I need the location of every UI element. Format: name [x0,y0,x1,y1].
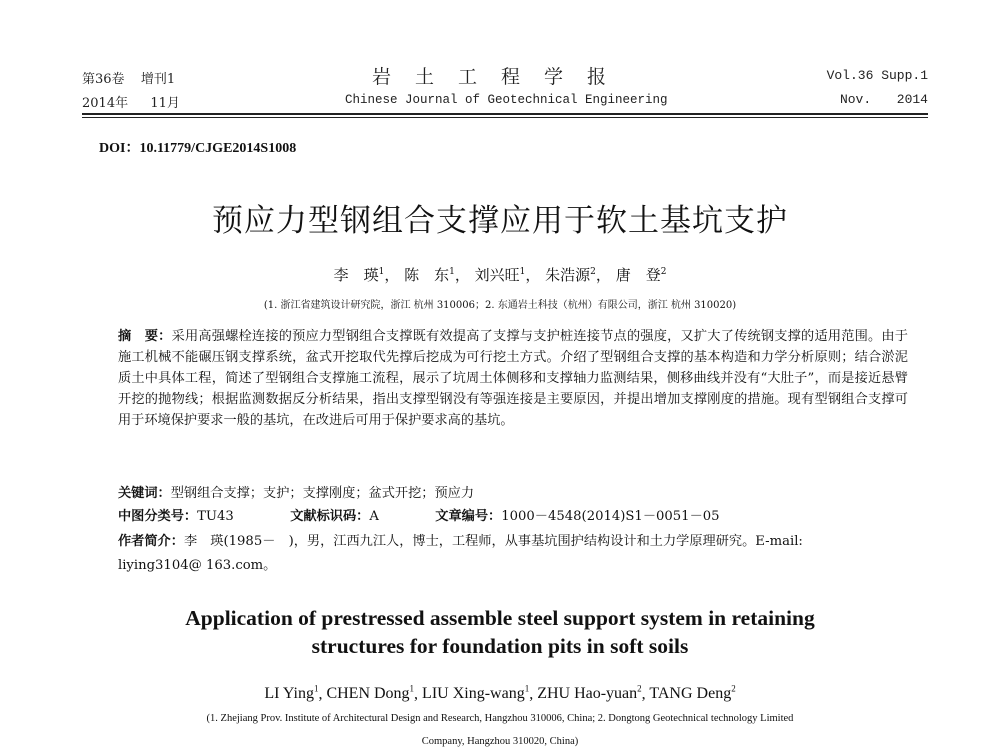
journal-title-cn: 岩土工程学报 [372,66,631,88]
volume: 第36卷 [82,72,125,87]
vol: Vol.36 [826,68,874,83]
abstract-text: 采用高强螺栓连接的预应力型钢组合支撑既有效提高了支撑与支护桩连接节点的强度，又扩大了传统钢支撑的适用范围。由于施工机械不能碾压钢支撑系统，盆式开挖取代先撑后挖成为可行挖土方式。介绍了型钢组合支撑的基本构造和力学分析原则；结合淤泥质土中具体工程，简述了型钢组合支撑施工流程，展示了坑周土体侧移和支撑轴力监测结果，侧移曲线并没有“大肚子”，而是接近悬臂开挖的抛物线；根据监测数据反分析结果，指出支撑型钢没有等强连接是主要原因，并提出增加支撑刚度的措施。现有型钢组合支撑可用于环境保护要求一般的基坑，在改进后可用于保护要求高的基坑。 [118,329,908,428]
author-en: CHEN Dong$^1$ [326,684,415,703]
keywords-label: 关键词： [118,486,171,501]
paper-title-en-line2: structures for foundation pits in soft soils [311,634,689,658]
author-en: LIU Xing-wang$^1$ [422,684,530,703]
clc-value: TU43 [197,509,234,524]
clc-label: 中图分类号： [118,509,198,524]
author-en: TANG Deng$^2$ [649,684,736,703]
author-cn: 陈 东$^1$ [404,266,455,284]
header-rule-top [82,113,928,115]
issue: 增刊1 [140,72,176,87]
supp: Supp.1 [881,68,928,83]
author-cn: 朱浩源$^2$ [545,266,596,284]
doi [99,137,296,157]
affiliation-cn: (1. 浙江省建筑设计研究院，浙江 杭州 310006；2. 东通岩土科技（杭州）有限公司，浙江 杭州 310020) [263,300,737,311]
doc-code-label: 文献标识码： [290,509,370,524]
authors-en: LI Ying$^1$, CHEN Dong$^1$, LIU Xing-wang$^1$, ZHU Hao-yuan$^2$, TANG Deng$^2$ [264,684,736,703]
affiliation-en-line2: Company, Hangzhou 310020, China) [421,736,579,747]
volume-en [827,68,928,83]
abstract-label: 摘 要： [118,329,172,344]
author-cn: 刘兴旺$^1$ [474,266,526,284]
header-rule-bottom [82,117,928,118]
classification [118,505,720,524]
doi-value: 10.11779/CJGE2014S1008 [139,141,297,156]
paper-title-cn: 预应力型钢组合支撑应用于软土基坑支护 [212,203,788,239]
author-bio [118,530,803,549]
month-en: Nov. [839,92,872,107]
author-cn: 唐 登$^2$ [615,266,667,284]
doc-code-value: A [369,509,379,524]
author-cn: 李 瑛$^1$ [333,266,385,284]
month: 11月 [150,96,180,111]
author-bio-text: 李 瑛(1985－ )，男，江西九江人，博士，工程师，从事基坑围护结构设计和土力学原理研究。E-mail: [183,534,803,549]
year-en: 2014 [896,92,928,107]
doi-label: DOI： [99,141,140,156]
article-no-label: 文章编号： [435,509,502,524]
author-en: LI Ying$^1$ [264,684,319,703]
article-no-value: 1000－4548(2014)S1－0051－05 [501,509,720,524]
keywords [118,482,474,501]
author-en: ZHU Hao-yuan$^2$ [537,684,642,703]
journal-title-en: Chinese Journal of Geotechnical Engineering [345,93,668,107]
abstract [118,326,908,431]
keywords-text: 型钢组合支撑；支护；支撑刚度；盆式开挖；预应力 [170,486,475,501]
author-email: liying3104@ 163.com。 [118,558,277,573]
date-en [840,92,928,107]
authors-cn: 李 瑛$^1$， 陈 东$^1$， 刘兴旺$^1$， 朱浩源$^2$， 唐 登$^2$ [333,266,667,284]
year: 2014年 [82,96,129,111]
volume-issue [82,68,175,87]
author-bio-label: 作者简介： [118,534,184,549]
date-cn [82,92,180,111]
paper-title-en-line1: Application of prestressed assemble steel support system in retaining [185,606,815,630]
affiliation-en: (1. Zhejiang Prov. Institute of Architectural Design and Research, Hangzhou 310006, China; 2. Dongtong Geotechnical technology Limited [206,713,794,724]
